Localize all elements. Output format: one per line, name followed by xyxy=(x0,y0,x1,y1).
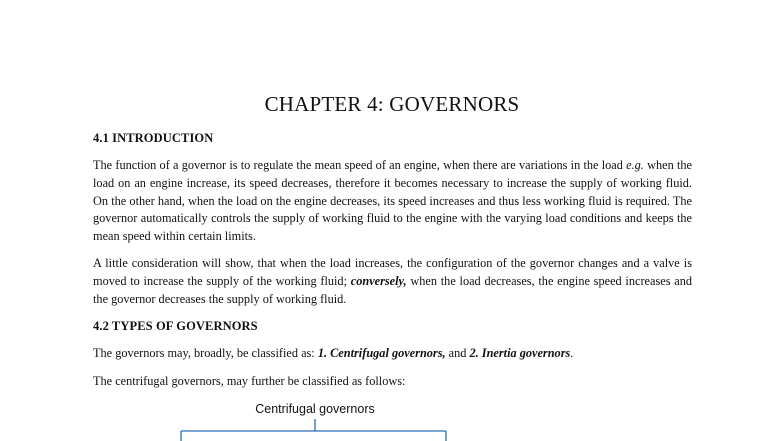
centrifugal-governors-diagram xyxy=(180,400,450,441)
classification-item-1: 1. Centrifugal governors, xyxy=(317,346,446,360)
intro-p1-text-b: when the load on an engine increase, its speed decreases, therefore it becomes necessary to increase the supply of working fluid. On the other hand, when the load on the engine decreases, its speed increases and thus less working fluid is required. The governor automatically controls the supply of working fluid to the engine with the varying load conditions and keeps the mean speed within certain limits. xyxy=(93,158,693,244)
intro-p1-text-a: The function of a governor is to regulate the mean speed of an engine, when there are variations in the load xyxy=(93,158,627,172)
intro-p2-text-b: when the load decreases, the engine speed increases and the governor decreases the supply of working fluid. xyxy=(93,273,692,306)
section-heading-introduction: 4.1 INTRODUCTION xyxy=(93,131,214,145)
classification-joiner: and xyxy=(445,346,470,360)
further-classification-sentence: The centrifugal governors, may further be classified as follows: xyxy=(93,374,406,388)
intro-p2-conversely: conversely, xyxy=(350,273,407,288)
classification-end: . xyxy=(570,346,574,360)
intro-p2-text-a: A little consideration will show, that when the load increases, the configuration of the governor changes and a valve is moved to increase the supply of the working fluid; xyxy=(93,256,692,288)
classification-lead: The governors may, broadly, be classified as: xyxy=(93,346,318,360)
chapter-title: CHAPTER 4: GOVERNORS xyxy=(264,92,520,116)
diagram-connectors xyxy=(180,400,450,441)
classification-item-2: 2. Inertia governors xyxy=(469,346,571,360)
intro-paragraph-1 xyxy=(93,157,692,246)
diagram-root-node-label: Centrifugal governors xyxy=(255,402,375,416)
section-heading-types: 4.2 TYPES OF GOVERNORS xyxy=(93,319,258,333)
intro-paragraph-2 xyxy=(93,255,692,308)
intro-p1-eg: e.g. xyxy=(626,158,644,172)
classification-sentence xyxy=(93,345,573,363)
